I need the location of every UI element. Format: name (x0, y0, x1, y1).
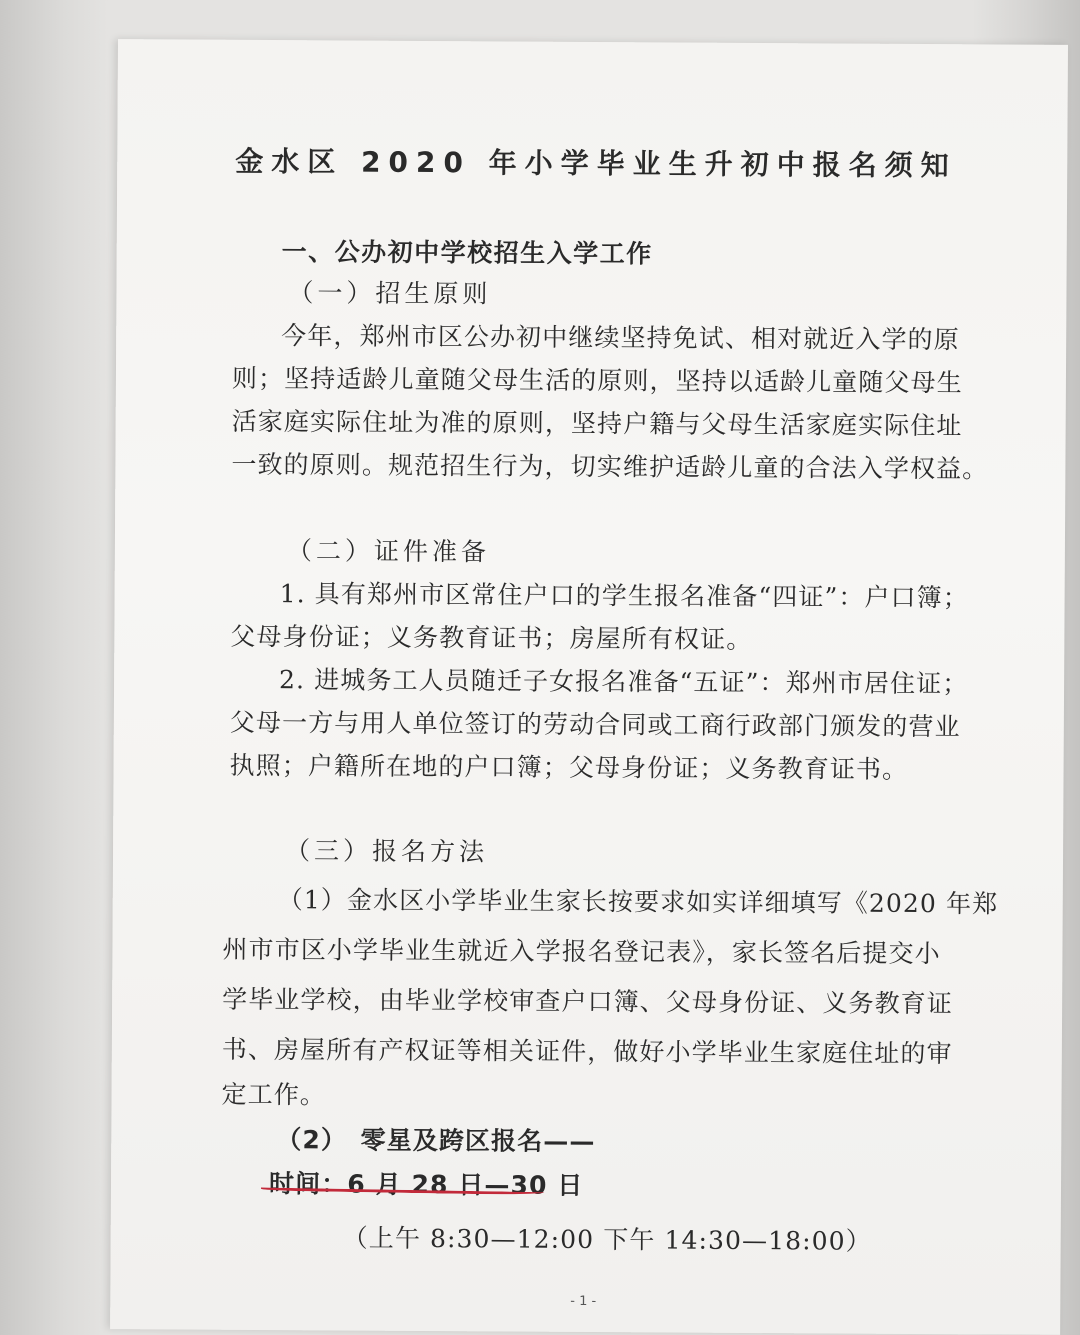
paragraph-line: 书、房屋所有产权证等相关证件，做好小学毕业生家庭住址的审 (221, 1034, 953, 1069)
paragraph-line: 定工作。 (221, 1079, 327, 1110)
document-title: 金水区 2020 年小学毕业生升初中报名须知 (235, 144, 957, 183)
paragraph-line: 2. 进城务工人员随迁子女报名准备“五证”：郑州市居住证； (279, 665, 969, 699)
page-number: - 1 - (570, 1293, 597, 1310)
document-page (110, 39, 1068, 1335)
subsection-heading-1: （一）招生原则 (288, 278, 492, 309)
paragraph-line: 一致的原则。规范招生行为，切实维护适龄儿童的合法入学权益。 (231, 449, 989, 484)
paragraph-line: 则；坚持适龄儿童随父母生活的原则，坚持以适龄儿童随父母生 (231, 363, 963, 398)
paragraph-line: （1）金水区小学毕业生家长按要求如实详细填写《2020 年郑 (277, 885, 999, 919)
subsection-heading-2: （二）证件准备 (286, 536, 490, 567)
registration-time: 时间：6 月 28 日—30 日 (268, 1169, 584, 1200)
paragraph-line: 1. 具有郑州市区常住户口的学生报名准备“四证”：户口簿； (279, 579, 969, 613)
office-hours: （上午 8:30—12:00 下午 14:30—18:00） (342, 1223, 872, 1256)
registration-item-2: （2） 零星及跨区报名—— (276, 1125, 596, 1157)
paragraph-line: 州市市区小学毕业生就近入学报名登记表》，家长签名后提交小 (222, 934, 941, 969)
section-heading-1: 一、公办初中学校招生入学工作 (281, 237, 653, 269)
paragraph-line: 学毕业学校，由毕业学校审查户口簿、父母身份证、义务教育证 (222, 984, 954, 1019)
paragraph-line: 父母一方与用人单位签订的劳动合同或工商行政部门颁发的营业 (229, 707, 961, 742)
paragraph-line: 执照；户籍所在地的户口簿；父母身份证；义务教育证书。 (229, 750, 909, 784)
paragraph-line: 今年，郑州市区公办初中继续坚持免试、相对就近入学的原 (281, 321, 960, 355)
paragraph-line: 父母身份证；义务教育证书；房屋所有权证。 (230, 621, 753, 654)
paragraph-line: 活家庭实际住址为准的原则，坚持户籍与父母生活家庭实际住址 (231, 406, 963, 441)
subsection-heading-3: （三）报名方法 (284, 836, 489, 867)
